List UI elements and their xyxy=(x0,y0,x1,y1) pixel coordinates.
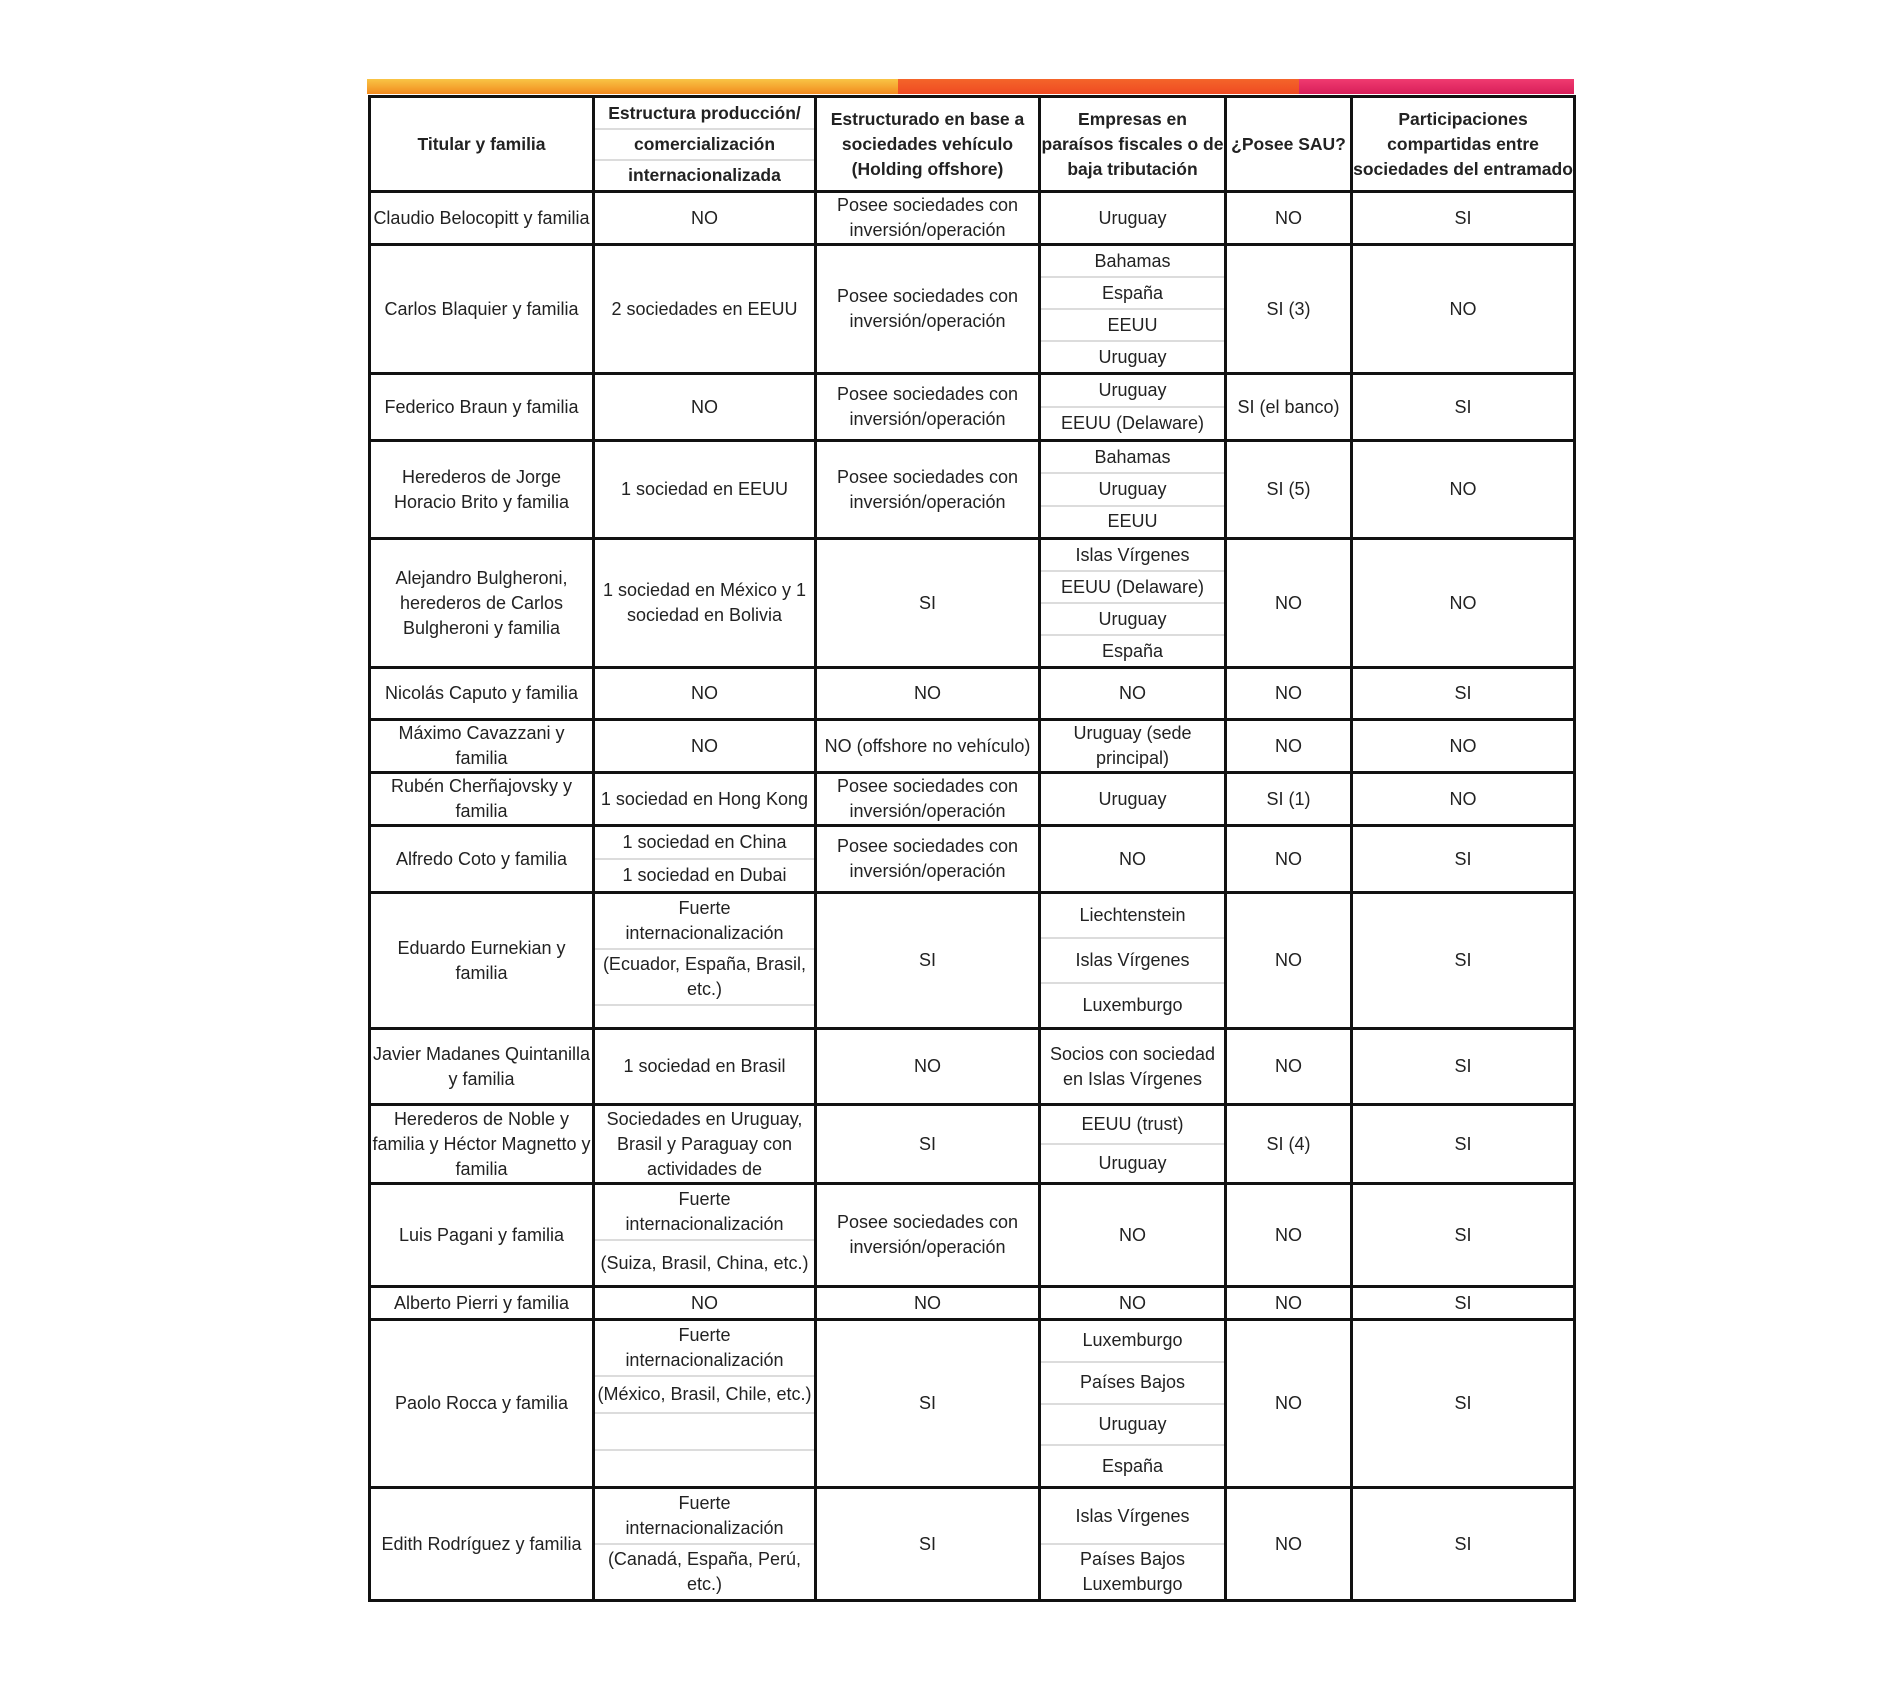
cell-sau: NO xyxy=(1226,1320,1352,1488)
cell-estructura-line: Fuerte internacionalización xyxy=(625,898,784,943)
cell-paraisos-line: Luxemburgo xyxy=(1041,982,1224,1027)
cell-paraisos-line: España xyxy=(1041,634,1224,666)
header-estructura-line: internacionalizada xyxy=(595,159,814,190)
header-participaciones: Participaciones compartidas entre sociedades del entramado xyxy=(1352,97,1575,192)
cell-paraisos-line: EEUU (Delaware) xyxy=(1041,570,1224,602)
cell-paraisos-line: Países Bajos Luxemburgo xyxy=(1041,1543,1224,1599)
cell-participaciones: NO xyxy=(1352,773,1575,826)
cell-paraisos-line: Luxemburgo xyxy=(1082,1330,1183,1351)
cell-estructura-line: (Ecuador, España, Brasil, etc.) xyxy=(595,948,814,1004)
cell-participaciones: SI xyxy=(1352,1287,1575,1320)
cell-paraisos xyxy=(1040,539,1226,668)
cell-holding: NO (offshore no vehículo) xyxy=(816,720,1040,773)
cell-participaciones: SI xyxy=(1352,1184,1575,1287)
cell-paraisos-line: España xyxy=(1041,1444,1224,1486)
cell-paraisos-line: Bahamas xyxy=(1094,446,1171,467)
cell-estructura xyxy=(594,1184,816,1287)
cell-titular: Luis Pagani y familia xyxy=(370,1184,594,1287)
cell-holding: NO xyxy=(816,1029,1040,1105)
cell-sau: SI (5) xyxy=(1226,441,1352,539)
cell-holding: Posee sociedades con inversión/operación xyxy=(816,1184,1040,1287)
cell-estructura: 1 sociedad en México y 1 sociedad en Bolivia xyxy=(594,539,816,668)
cell-paraisos xyxy=(1040,441,1226,539)
cell-paraisos: NO xyxy=(1040,826,1226,893)
cell-sau: NO xyxy=(1226,893,1352,1029)
offshore-table xyxy=(368,95,1576,1602)
cell-estructura: 1 sociedad en Brasil xyxy=(594,1029,816,1105)
table-row xyxy=(370,720,1575,773)
table-row xyxy=(370,539,1575,668)
cell-participaciones: SI xyxy=(1352,668,1575,720)
cell-paraisos-line: Uruguay xyxy=(1041,602,1224,634)
cell-holding: Posee sociedades con inversión/operación xyxy=(816,192,1040,245)
cell-paraisos-line: Liechtenstein xyxy=(1079,905,1186,925)
cell-participaciones: NO xyxy=(1352,245,1575,374)
header-color-bar xyxy=(367,79,1574,94)
cell-participaciones: SI xyxy=(1352,826,1575,893)
header-sau: ¿Posee SAU? xyxy=(1226,97,1352,192)
cell-sau: NO xyxy=(1226,668,1352,720)
cell-paraisos xyxy=(1040,1105,1226,1184)
cell-estructura-line xyxy=(595,1449,814,1486)
cell-paraisos-line: EEUU (Delaware) xyxy=(1041,406,1224,439)
header-estructura xyxy=(594,97,816,192)
cell-participaciones: SI xyxy=(1352,1320,1575,1488)
cell-paraisos: Uruguay xyxy=(1040,192,1226,245)
cell-estructura: 2 sociedades en EEUU xyxy=(594,245,816,374)
cell-estructura: NO xyxy=(594,1287,816,1320)
cell-sau: NO xyxy=(1226,720,1352,773)
cell-holding: SI xyxy=(816,539,1040,668)
cell-holding: Posee sociedades con inversión/operación xyxy=(816,374,1040,441)
table-body xyxy=(370,192,1575,1601)
cell-estructura: NO xyxy=(594,720,816,773)
cell-titular: Nicolás Caputo y familia xyxy=(370,668,594,720)
cell-sau: SI (1) xyxy=(1226,773,1352,826)
cell-estructura-line xyxy=(595,1004,814,1027)
cell-holding: NO xyxy=(816,668,1040,720)
cell-paraisos-line: Uruguay xyxy=(1098,380,1167,400)
color-bar-pink xyxy=(1299,79,1574,94)
cell-paraisos xyxy=(1040,893,1226,1029)
cell-paraisos xyxy=(1040,374,1226,441)
cell-titular: Herederos de Jorge Horacio Brito y familia xyxy=(370,441,594,539)
cell-titular: Carlos Blaquier y familia xyxy=(370,245,594,374)
cell-titular: Alfredo Coto y familia xyxy=(370,826,594,893)
cell-estructura xyxy=(594,826,816,893)
header-holding: Estructurado en base a sociedades vehículo (Holding offshore) xyxy=(816,97,1040,192)
cell-holding: SI xyxy=(816,893,1040,1029)
cell-titular: Javier Madanes Quintanilla y familia xyxy=(370,1029,594,1105)
cell-estructura-line: (Canadá, España, Perú, etc.) xyxy=(595,1543,814,1599)
cell-holding: Posee sociedades con inversión/operación xyxy=(816,826,1040,893)
cell-titular: Alberto Pierri y familia xyxy=(370,1287,594,1320)
cell-paraisos: Socios con sociedad en Islas Vírgenes xyxy=(1040,1029,1226,1105)
cell-participaciones: SI xyxy=(1352,1029,1575,1105)
cell-estructura: NO xyxy=(594,668,816,720)
cell-sau: NO xyxy=(1226,192,1352,245)
cell-sau: NO xyxy=(1226,539,1352,668)
cell-paraisos-line: Bahamas xyxy=(1094,250,1171,271)
table-row xyxy=(370,1320,1575,1488)
cell-holding: Posee sociedades con inversión/operación xyxy=(816,773,1040,826)
cell-paraisos-line: Uruguay xyxy=(1041,1403,1224,1445)
cell-sau: SI (el banco) xyxy=(1226,374,1352,441)
cell-sau: NO xyxy=(1226,1488,1352,1601)
table-row xyxy=(370,1105,1575,1184)
cell-estructura-line: 1 sociedad en Dubai xyxy=(595,858,814,891)
cell-paraisos: NO xyxy=(1040,1287,1226,1320)
table-row xyxy=(370,893,1575,1029)
cell-paraisos-line: Islas Vírgenes xyxy=(1075,544,1190,565)
cell-sau: NO xyxy=(1226,826,1352,893)
cell-paraisos xyxy=(1040,245,1226,374)
cell-estructura-line xyxy=(595,1412,814,1449)
cell-paraisos-line: EEUU xyxy=(1041,505,1224,537)
cell-participaciones: SI xyxy=(1352,192,1575,245)
cell-titular: Edith Rodríguez y familia xyxy=(370,1488,594,1601)
cell-paraisos: Uruguay xyxy=(1040,773,1226,826)
cell-titular: Alejandro Bulgheroni, herederos de Carlos Bulgheroni y familia xyxy=(370,539,594,668)
cell-participaciones: NO xyxy=(1352,441,1575,539)
cell-paraisos: NO xyxy=(1040,668,1226,720)
cell-estructura: NO xyxy=(594,374,816,441)
table-row xyxy=(370,245,1575,374)
color-bar-yellow xyxy=(367,79,898,94)
cell-estructura-line: Fuerte internacionalización xyxy=(625,1325,784,1370)
cell-estructura-line: (México, Brasil, Chile, etc.) xyxy=(595,1375,814,1412)
cell-sau: SI (3) xyxy=(1226,245,1352,374)
cell-titular: Herederos de Noble y familia y Héctor Magnetto y familia xyxy=(370,1105,594,1184)
table-row xyxy=(370,826,1575,893)
header-titular: Titular y familia xyxy=(370,97,594,192)
cell-participaciones: NO xyxy=(1352,539,1575,668)
table-row xyxy=(370,192,1575,245)
table-row xyxy=(370,773,1575,826)
cell-estructura xyxy=(594,1320,816,1488)
cell-holding: SI xyxy=(816,1320,1040,1488)
cell-estructura-line: 1 sociedad en China xyxy=(622,832,787,852)
cell-holding: SI xyxy=(816,1105,1040,1184)
cell-estructura: 1 sociedad en Hong Kong xyxy=(594,773,816,826)
cell-estructura: Sociedades en Uruguay, Brasil y Paraguay con actividades de xyxy=(594,1105,816,1184)
cell-sau: NO xyxy=(1226,1287,1352,1320)
cell-participaciones: SI xyxy=(1352,1105,1575,1184)
cell-paraisos: NO xyxy=(1040,1184,1226,1287)
cell-estructura: NO xyxy=(594,192,816,245)
cell-titular: Eduardo Eurnekian y familia xyxy=(370,893,594,1029)
cell-estructura-line: Fuerte internacionalización xyxy=(625,1189,784,1234)
cell-titular: Paolo Rocca y familia xyxy=(370,1320,594,1488)
cell-paraisos-line: EEUU xyxy=(1041,308,1224,340)
header-estructura-line: Estructura producción/ xyxy=(608,102,801,123)
cell-holding: SI xyxy=(816,1488,1040,1601)
cell-sau: NO xyxy=(1226,1029,1352,1105)
cell-paraisos-line: España xyxy=(1041,276,1224,308)
cell-participaciones: SI xyxy=(1352,893,1575,1029)
header-paraisos: Empresas en paraísos fiscales o de baja tributación xyxy=(1040,97,1226,192)
cell-estructura xyxy=(594,1488,816,1601)
cell-paraisos-line: Uruguay xyxy=(1041,472,1224,504)
cell-titular: Máximo Cavazzani y familia xyxy=(370,720,594,773)
cell-participaciones: SI xyxy=(1352,1488,1575,1601)
color-bar-orange xyxy=(898,79,1299,94)
cell-paraisos-line: Islas Vírgenes xyxy=(1075,1505,1190,1526)
cell-estructura-line: (Suiza, Brasil, China, etc.) xyxy=(595,1239,814,1285)
cell-participaciones: NO xyxy=(1352,720,1575,773)
table-row xyxy=(370,668,1575,720)
table-row xyxy=(370,441,1575,539)
cell-estructura-line: Fuerte internacionalización xyxy=(625,1493,784,1538)
cell-estructura: 1 sociedad en EEUU xyxy=(594,441,816,539)
cell-paraisos xyxy=(1040,1320,1226,1488)
cell-titular: Claudio Belocopitt y familia xyxy=(370,192,594,245)
table-row xyxy=(370,374,1575,441)
cell-participaciones: SI xyxy=(1352,374,1575,441)
cell-titular: Federico Braun y familia xyxy=(370,374,594,441)
cell-paraisos-line: Países Bajos xyxy=(1041,1361,1224,1403)
cell-holding: Posee sociedades con inversión/operación xyxy=(816,441,1040,539)
table-row xyxy=(370,1184,1575,1287)
cell-estructura xyxy=(594,893,816,1029)
cell-sau: SI (4) xyxy=(1226,1105,1352,1184)
table-row xyxy=(370,1287,1575,1320)
cell-sau: NO xyxy=(1226,1184,1352,1287)
cell-holding: NO xyxy=(816,1287,1040,1320)
header-row xyxy=(370,97,1575,192)
cell-holding: Posee sociedades con inversión/operación xyxy=(816,245,1040,374)
cell-paraisos-line: Islas Vírgenes xyxy=(1041,937,1224,982)
cell-titular: Rubén Cherñajovsky y familia xyxy=(370,773,594,826)
cell-paraisos xyxy=(1040,1488,1226,1601)
cell-paraisos-line: Uruguay xyxy=(1041,340,1224,372)
header-estructura-line: comercialización xyxy=(595,128,814,159)
cell-paraisos-line: Uruguay xyxy=(1041,1143,1224,1182)
cell-paraisos-line: EEUU (trust) xyxy=(1081,1114,1184,1134)
table-row xyxy=(370,1488,1575,1601)
cell-paraisos: Uruguay (sede principal) xyxy=(1040,720,1226,773)
table-row xyxy=(370,1029,1575,1105)
